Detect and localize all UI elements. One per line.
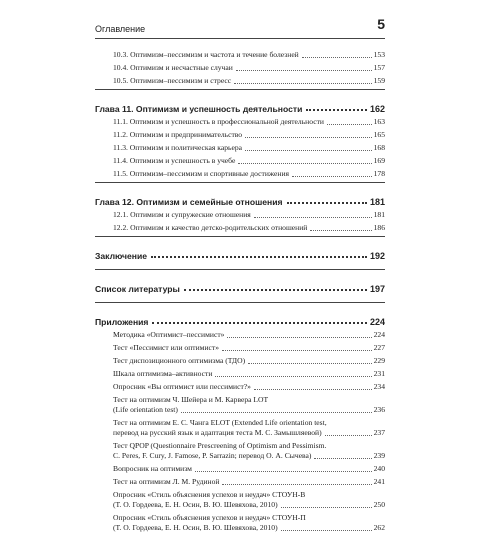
leader-dots <box>184 289 367 291</box>
entry-page: 229 <box>373 356 385 365</box>
chapter-page: 197 <box>369 284 385 294</box>
toc-entry[interactable] <box>95 395 385 415</box>
leader-dots <box>238 163 371 164</box>
entry-page: 163 <box>373 117 385 126</box>
toc-entry[interactable] <box>95 60 385 73</box>
toc-entry[interactable] <box>95 441 385 461</box>
chapter-page: 181 <box>369 197 385 207</box>
entry-page: 250 <box>373 500 385 509</box>
appendix-entry[interactable] <box>95 311 385 327</box>
entry-label: Опросник «Вы оптимист или пессимист?» <box>113 382 251 391</box>
table-of-contents <box>95 47 385 533</box>
separator <box>95 236 385 237</box>
leader-dots <box>245 150 372 151</box>
entry-page: 234 <box>373 382 385 391</box>
entry-label-line: Тест QPOP (Questionnaire Prescreening of Optimism and Pessimism. <box>113 441 327 450</box>
leader-dots <box>306 109 367 111</box>
entry-label: 11.4. Оптимизм и успешность в учебе <box>113 156 236 165</box>
entry-label-line: (Life orientation test) <box>113 405 178 414</box>
leader-dots <box>234 83 371 84</box>
leader-dots <box>195 471 372 472</box>
entry-page: 168 <box>373 143 385 152</box>
leader-dots <box>222 350 372 351</box>
toc-entry[interactable] <box>95 127 385 140</box>
toc-entry[interactable] <box>95 418 385 438</box>
entry-label-line: (Т. О. Гордеева, Е. Н. Осин, В. Ю. Шевяхова, 2010) <box>113 523 278 532</box>
entry-label-line: Тест на оптимизм Ч. Шейера и М. Карвера LOT <box>113 395 269 404</box>
entry-label: 12.1. Оптимизм и супружеские отношения <box>113 210 251 219</box>
toc-entry[interactable] <box>95 166 385 179</box>
chapter-page: 224 <box>369 317 385 327</box>
entry-label: 12.2. Оптимизм и качество детско-родительских отношений <box>113 223 308 232</box>
entry-page: 241 <box>373 477 385 486</box>
toc-entry[interactable] <box>95 140 385 153</box>
entry-label: Тест диспозиционного оптимизма (ТДО) <box>113 356 246 365</box>
toc-entry[interactable] <box>95 340 385 353</box>
toc-entry[interactable] <box>95 73 385 86</box>
entry-label-line: Опросник «Стиль объяснения успехов и неудач» СТОУН-П <box>113 513 306 522</box>
entry-page: 224 <box>373 330 385 339</box>
header-title: Оглавление <box>95 24 146 34</box>
toc-entry[interactable] <box>95 153 385 166</box>
toc-entry[interactable] <box>95 207 385 220</box>
toc-entry[interactable] <box>95 220 385 233</box>
separator <box>95 302 385 303</box>
leader-dots <box>245 137 372 138</box>
leader-dots <box>236 70 372 71</box>
entry-page: 157 <box>373 63 385 72</box>
toc-entry[interactable] <box>95 379 385 392</box>
entry-label: Вопросник на оптимизм <box>113 464 192 473</box>
toc-page <box>95 16 385 533</box>
entry-label-line: Тест на оптимизм Е. С. Чанга ELOT (Extended Life orientation test, <box>113 418 327 427</box>
leader-dots <box>227 337 371 338</box>
leader-dots <box>151 256 367 258</box>
chapter-label: Глава 12. Оптимизм и семейные отношения <box>95 197 283 207</box>
chapter-label: Заключение <box>95 251 148 261</box>
entry-label: 11.2. Оптимизм и предпринимательство <box>113 130 243 139</box>
entry-label: Тест «Пессимист или оптимист» <box>113 343 220 352</box>
entry-page: 181 <box>373 210 385 219</box>
leader-dots <box>254 217 372 218</box>
leader-dots <box>325 435 372 436</box>
conclusion-entry[interactable] <box>95 245 385 261</box>
entry-label-line: Опросник «Стиль объяснения успехов и неудач» СТОУН-В <box>113 490 306 499</box>
leader-dots <box>281 507 372 508</box>
entry-page: 231 <box>373 369 385 378</box>
separator <box>95 89 385 90</box>
leader-dots <box>215 376 371 377</box>
toc-entry[interactable] <box>95 366 385 379</box>
chapter-page: 192 <box>369 251 385 261</box>
chapter-12-entry[interactable] <box>95 191 385 207</box>
entry-label: 11.3. Оптимизм и политическая карьера <box>113 143 242 152</box>
entry-page: 165 <box>373 130 385 139</box>
entry-label: Методика «Оптимист–пессимист» <box>113 330 225 339</box>
toc-entry[interactable] <box>95 513 385 533</box>
toc-entry[interactable] <box>95 327 385 340</box>
leader-dots <box>222 484 371 485</box>
separator <box>95 182 385 183</box>
page-header <box>95 16 385 39</box>
entry-page: 153 <box>373 50 385 59</box>
entry-page: 186 <box>373 223 385 232</box>
separator <box>95 269 385 270</box>
entry-page: 239 <box>373 451 385 460</box>
entry-label: 10.3. Оптимизм–пессимизм и частота и течение болезней <box>113 50 299 59</box>
toc-entry[interactable] <box>95 114 385 127</box>
entry-page: 236 <box>373 405 385 414</box>
chapter-label: Глава 11. Оптимизм и успешность деятельности <box>95 104 303 114</box>
leader-dots <box>302 57 372 58</box>
entry-page: 169 <box>373 156 385 165</box>
entry-label-line: перевод на русский язык и адаптация теста М. С. Замышляевой) <box>113 428 322 437</box>
toc-entry[interactable] <box>95 490 385 510</box>
leader-dots <box>254 389 372 390</box>
entry-page: 227 <box>373 343 385 352</box>
references-entry[interactable] <box>95 278 385 294</box>
leader-dots <box>310 230 371 231</box>
entry-label: 10.4. Оптимизм и несчастные случаи <box>113 63 233 72</box>
toc-entry[interactable] <box>95 47 385 60</box>
entry-page: 159 <box>373 76 385 85</box>
chapter-label: Список литературы <box>95 284 180 294</box>
leader-dots <box>152 322 367 324</box>
leader-dots <box>314 458 371 459</box>
toc-entry[interactable] <box>95 461 385 474</box>
entry-page: 237 <box>373 428 385 437</box>
entry-label-line: (Т. О. Гордеева, Е. Н. Осин, В. Ю. Шевяхова, 2010) <box>113 500 278 509</box>
leader-dots <box>181 412 372 413</box>
chapter-page: 162 <box>369 104 385 114</box>
entry-label: Тест на оптимизм Л. М. Рудиной <box>113 477 220 486</box>
entry-page: 262 <box>373 523 385 532</box>
leader-dots <box>248 363 372 364</box>
entry-label: 11.1. Оптимизм и успешность в профессиональной деятельности <box>113 117 324 126</box>
leader-dots <box>287 202 367 204</box>
entry-page: 178 <box>373 169 385 178</box>
entry-label: 11.5. Оптимизм–пессимизм и спортивные достижения <box>113 169 290 178</box>
entry-page: 240 <box>373 464 385 473</box>
entry-label-line: C. Peres, F. Cury, J. Famose, P. Sarrazin; перевод О. А. Сычева) <box>113 451 312 460</box>
entry-label: 10.5. Оптимизм–пессимизм и стресс <box>113 76 232 85</box>
toc-entry[interactable] <box>95 353 385 366</box>
toc-entry[interactable] <box>95 474 385 487</box>
leader-dots <box>292 176 372 177</box>
chapter-11-entry[interactable] <box>95 98 385 114</box>
chapter-label: Приложения <box>95 317 149 327</box>
entry-label: Шкала оптимизма–активности <box>113 369 213 378</box>
leader-dots <box>281 530 372 531</box>
page-number: 5 <box>377 16 385 32</box>
leader-dots <box>327 124 372 125</box>
